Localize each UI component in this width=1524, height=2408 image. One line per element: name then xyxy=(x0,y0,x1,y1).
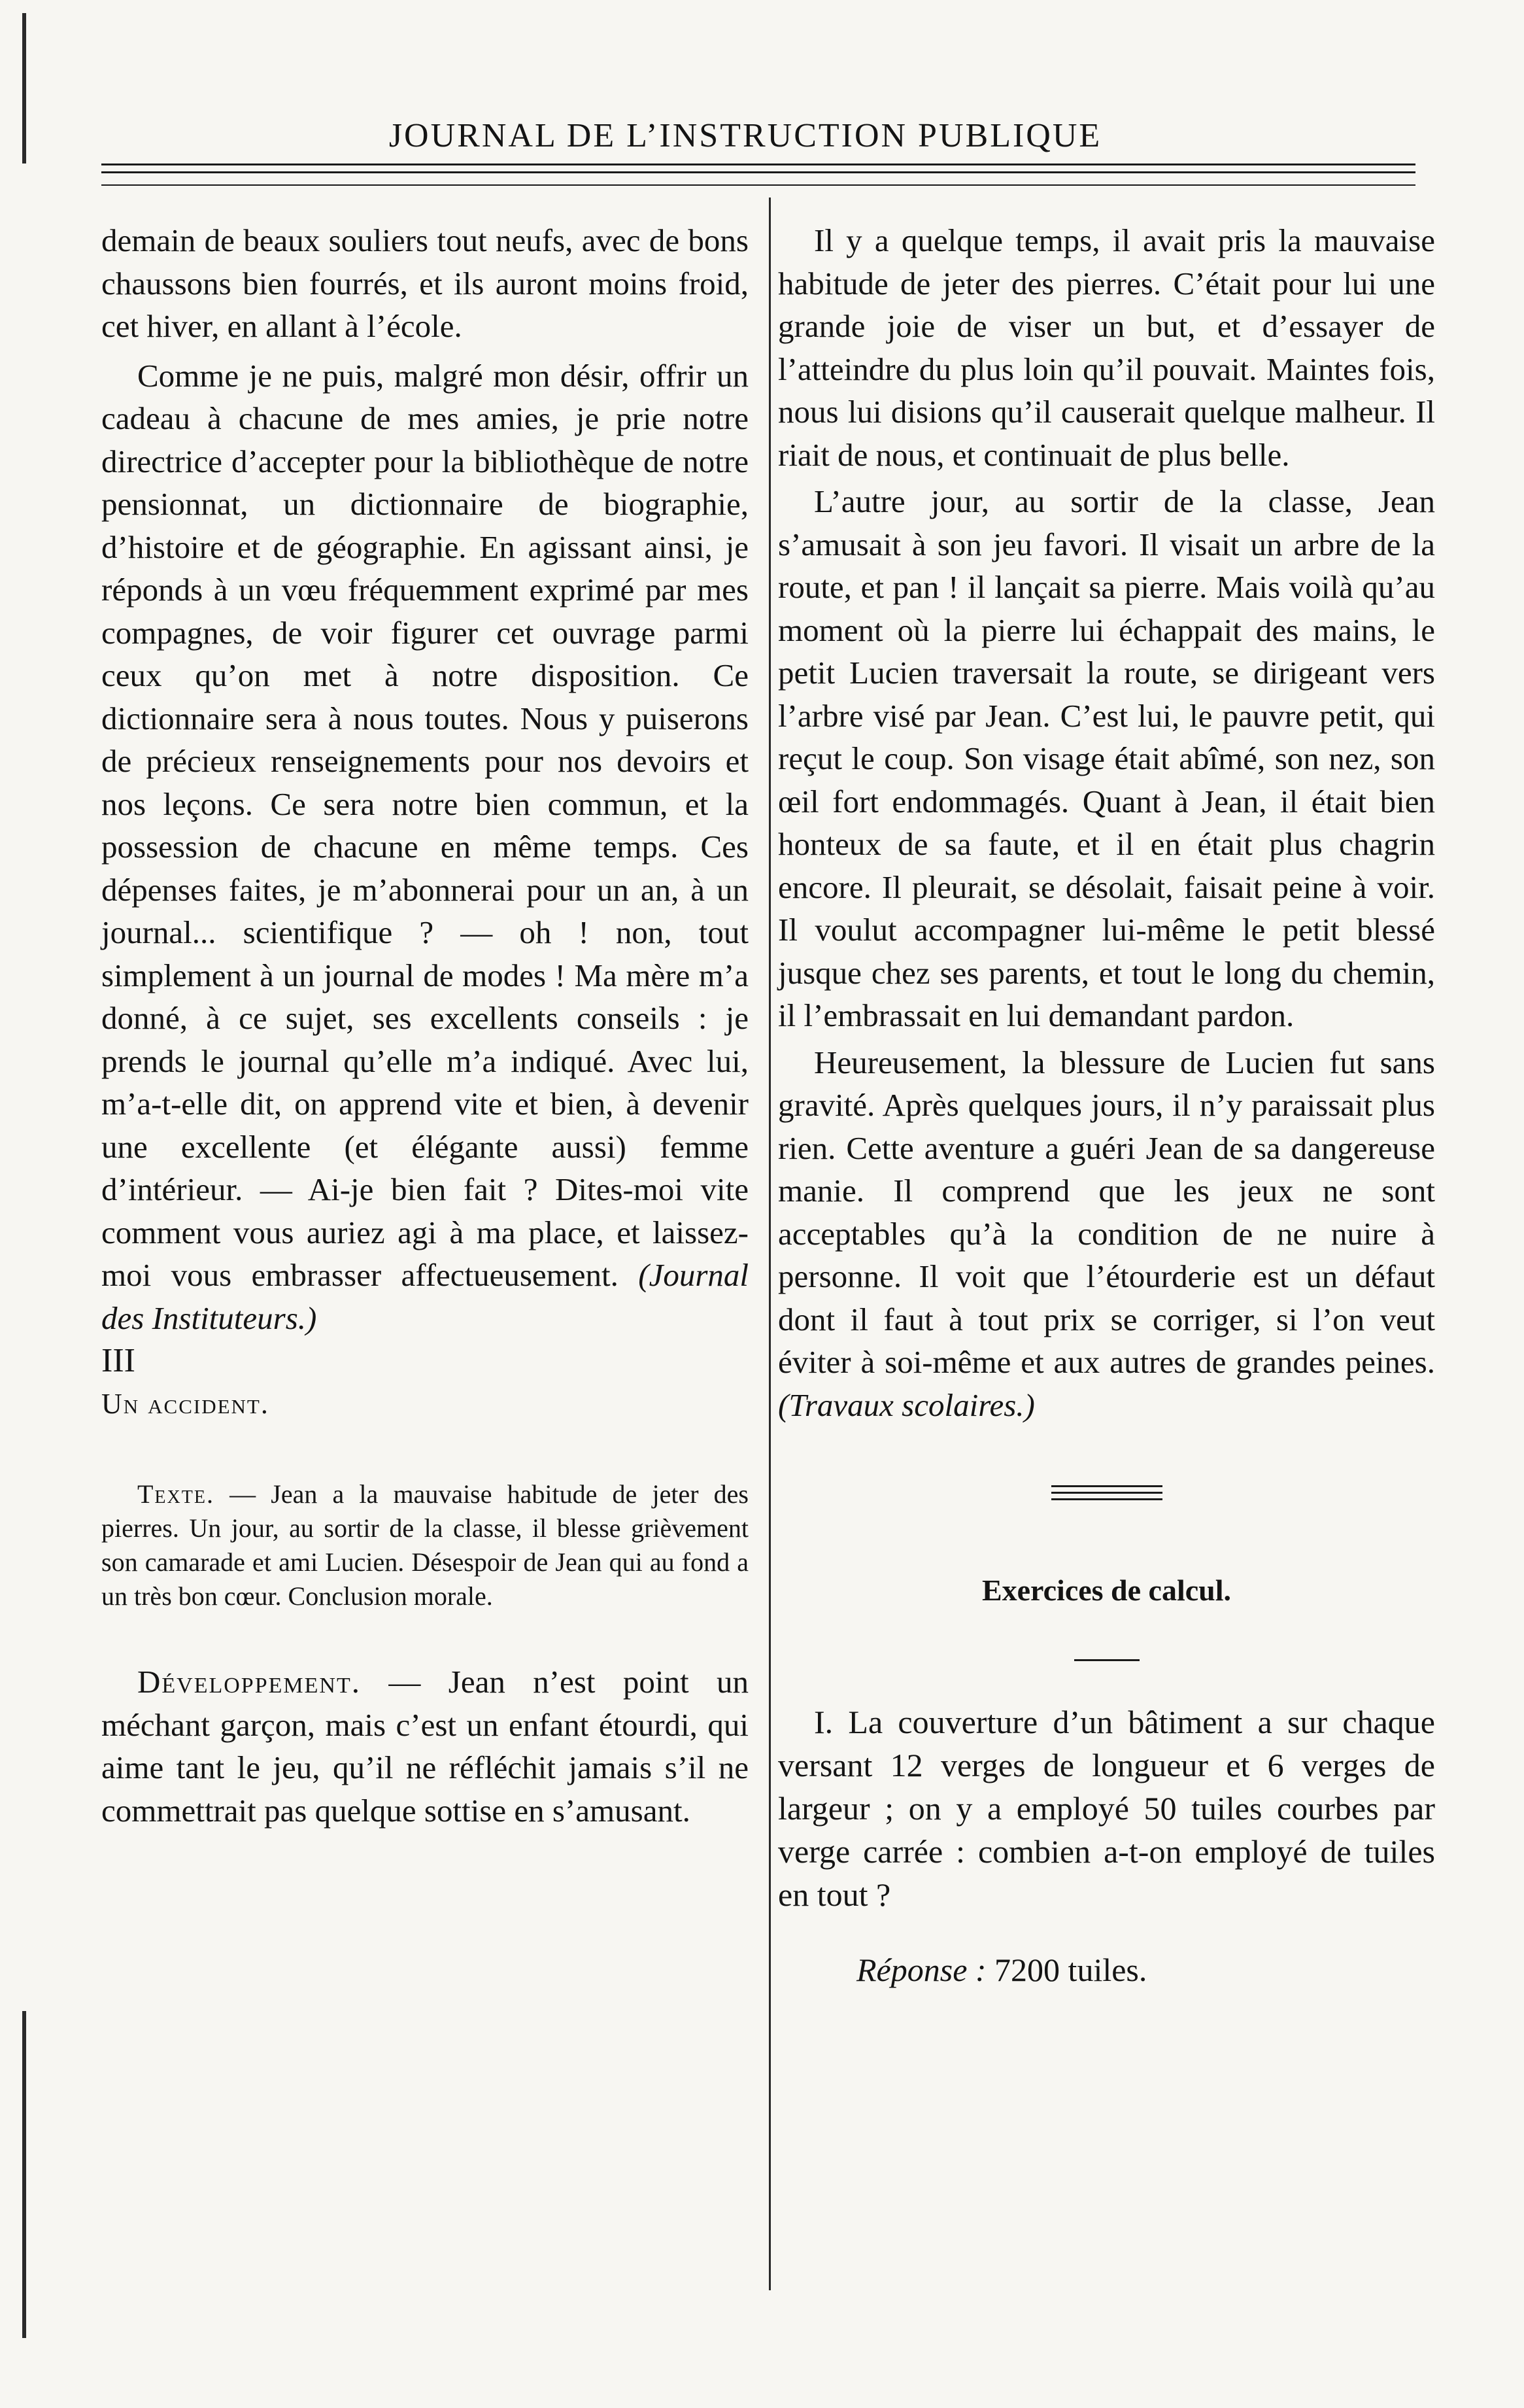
source-citation: (Travaux scolaires.) xyxy=(778,1386,1035,1423)
left-column xyxy=(101,219,749,1832)
header-rule xyxy=(101,171,1415,173)
answer-label: Réponse : xyxy=(856,1951,987,1988)
paragraph xyxy=(778,1041,1435,1427)
paragraph: L’autre jour, au sortir de la classe, Jean s’amusait à son jeu favori. Il visait un arbre de la route, et pan ! il lançait sa pierre. Mais voilà qu’au moment où la pierre lui échappait des mains, le petit Lucien traversait la route, se dirigeant vers l’arbre visé par Jean. C’est lui, le pauvre petit, qui reçut le coup. Son visage était abîmé, son nez, son œil fort endommagés. Quant à Jean, il était bien honteux de sa faute, et il en était plus chagrin encore. Il pleurait, se désolait, faisait peine à voir. Il voulut accompagner lui-même le petit blessé jusque chez ses parents, et tout le long du chemin, il l’embrassait en lui demandant pardon. xyxy=(778,483,1435,1033)
exercise-title: Exercices de calcul. xyxy=(981,1574,1232,1607)
calcul-problem: I. La couverture d’un bâtiment a sur chaque versant 12 verges de longueur et 6 verges de largeur ; on y a employé 50 tuiles courbes par verge carrée : combien a-t-on employé de tuiles en tout ? xyxy=(778,1703,1435,1913)
paragraph: demain de beaux souliers tout neufs, avec de bons chaussons bien fourrés, et ils auront moins froid, cet hiver, en allant à l’école. xyxy=(101,222,749,344)
source-citation: (Journal des Instituteurs.) xyxy=(101,1257,749,1336)
texte-summary xyxy=(101,1477,749,1613)
calcul-answer xyxy=(778,1949,1435,1992)
paragraph xyxy=(101,354,749,1340)
header-rule xyxy=(101,163,1415,165)
texte-body: — Jean a la mauvaise habitude de jeter des pierres. Un jour, au sortir de la classe, il blesse grièvement son camarade et ami Lucien. Désespoir de Jean qui au fond a un très bon cœur. Conclusion morale. xyxy=(101,1479,749,1611)
developpement-paragraph xyxy=(101,1660,749,1832)
header-rule xyxy=(101,184,1415,186)
section-number: III xyxy=(101,1342,135,1379)
running-head: JOURNAL DE L’INSTRUCTION PUBLIQUE xyxy=(388,117,1102,154)
page-edge-mark xyxy=(22,2011,26,2338)
answer-value: 7200 tuiles. xyxy=(986,1951,1147,1988)
developpement-label: Développement. xyxy=(137,1664,361,1700)
column-divider xyxy=(769,198,771,2290)
paragraph-text: Comme je ne puis, malgré mon désir, offrir un cadeau à chacune de mes amies, je prie notre directrice d’accepter pour la bibliothèque de notre pensionnat, un dictionnaire de biographie, d’histoire et de géographie. En agissant ainsi, je réponds à un vœu fréquemment exprimé par mes compagnes, de voir figurer cet ouvrage parmi ceux qu’on met à notre disposition. Ce dictionnaire sera à nous toutes. Nous y puiserons de précieux renseignements pour nos devoirs et nos leçons. Ce sera notre bien commun, et la possession de chacune en même temps. Ces dépenses faites, je m’abonnerai pour un an, à un journal... scientifique ? — oh ! non, tout simplement à un journal de modes ! Ma mère m’a donné, à ce sujet, ses excellents conseils : je prends le journal qu’elle m’a indiqué. Avec lui, m’a-t-elle dit, on apprend vite et bien, à devenir une excellente (et élégante aussi) femme d’intérieur. — Ai-je bien fait ? Dites-moi vite comment vous auriez agi à ma place, et laissez-moi vous embrasser affectueusement. xyxy=(101,357,749,1293)
section-title: Un accident. xyxy=(101,1387,269,1420)
developpement-body: — Jean n’est point un méchant garçon, mais c’est un enfant étourdi, qui aime tant le jeu, qu’il ne réfléchit jamais s’il ne commettrait pas quelque sottise en s’amusant. xyxy=(101,1664,749,1829)
paragraph: Il y a quelque temps, il avait pris la mauvaise habitude de jeter des pierres. C’était pour lui une grande joie de viser un but, et d’essayer de l’atteindre du plus loin qu’il pouvait. Maintes fois, nous lui disions qu’il causerait quelque malheur. Il riait de nous, et continuait de plus belle. xyxy=(778,222,1435,473)
paragraph-text: Heureusement, la blessure de Lucien fut sans gravité. Après quelques jours, il n’y paraissait plus rien. Cette aventure a guéri Jean de sa dangereuse manie. Il comprend que les jeux ne sont acceptables qu’à la condition de ne nuire à personne. Il voit que l’étourderie est un défaut dont il faut à tout prix se corriger, si l’on veut éviter à soi-même et aux autres de grandes peines. xyxy=(778,1044,1435,1380)
short-rule xyxy=(1074,1659,1140,1661)
page-edge-mark xyxy=(22,13,26,163)
texte-label: Texte. xyxy=(137,1479,214,1509)
ornamental-rule xyxy=(1051,1485,1162,1500)
right-column xyxy=(778,219,1435,1991)
